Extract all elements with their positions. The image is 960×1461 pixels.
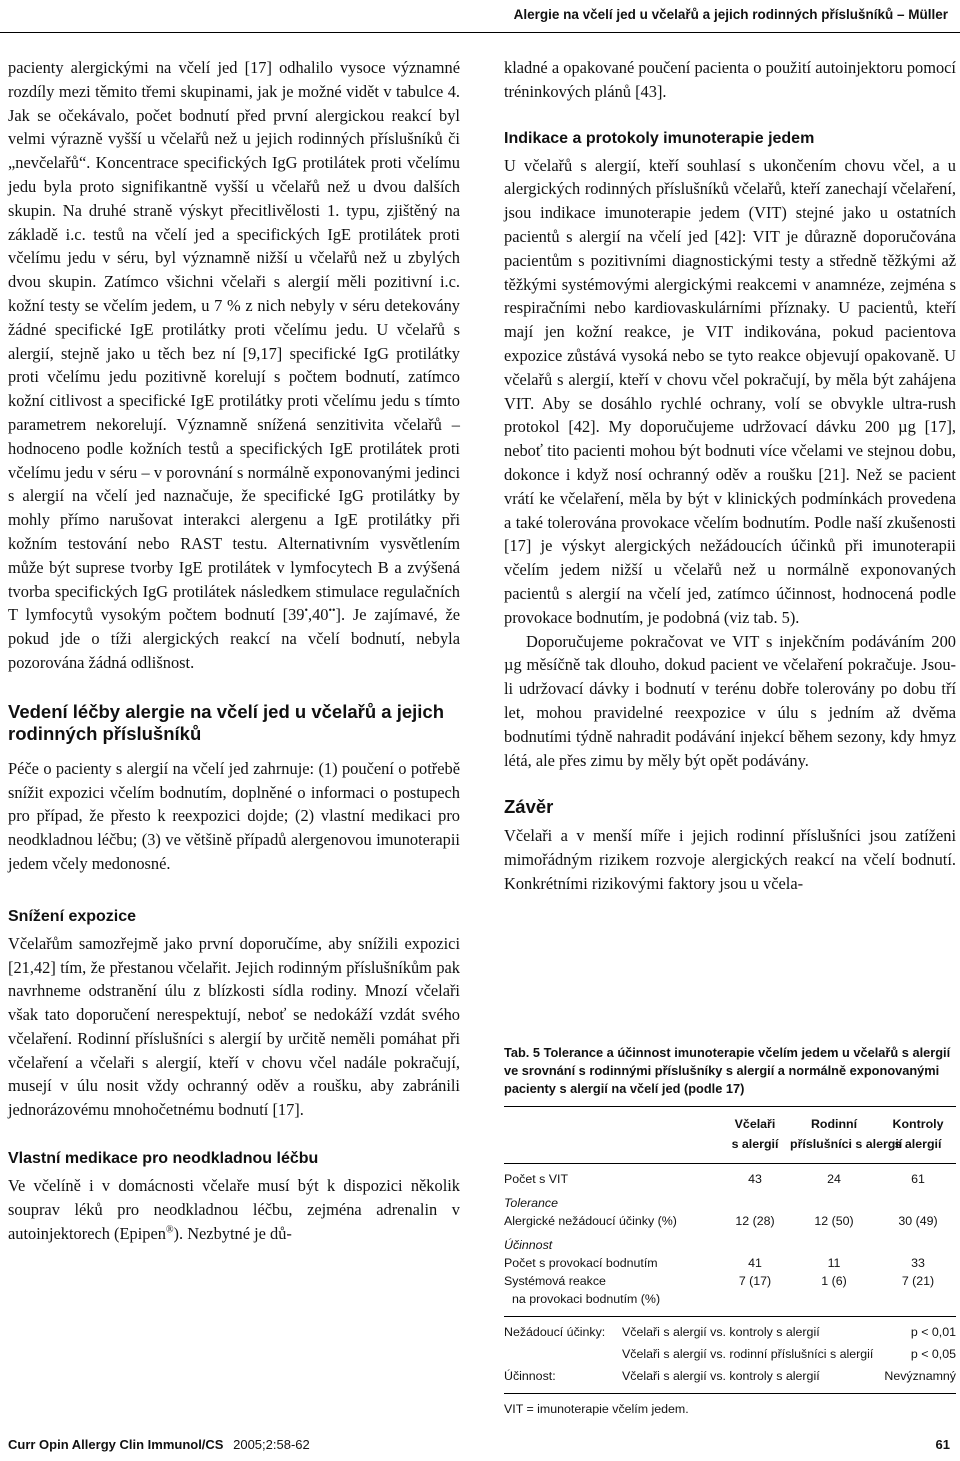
table-group-efficacy: Účinnost — [504, 1238, 553, 1252]
table-cell: Počet s VIT — [504, 1172, 569, 1186]
table-cell: 61 — [911, 1172, 925, 1186]
stats-row — [504, 1325, 956, 1341]
table-row — [504, 1256, 956, 1272]
table-group-tolerance: Tolerance — [504, 1196, 558, 1210]
table-mid-rule — [504, 1316, 956, 1317]
running-title: Alergie na včelí jed u včelařů a jejich rodinných příslušníků – Müller — [513, 7, 948, 22]
right-paragraph-3: Doporučujeme pokračovat ve VIT s injekčním podáváním 200 µg měsíčně tak dlouho, dokud pacient ve včelaření pokračuje. Jsou-li udržovací dávky i bodnutí v terénu dobře tolerovány po dobu tří let, mohou pravidelné reexpozice v úlu s jedním až dvěma bodnutími týdně nahradit podávání injekcí během sezony, kdy hmyz létá, ale přes zimu by měly být opět podávány. — [504, 631, 956, 770]
col-header-controls-1: Kontroly — [892, 1117, 944, 1131]
stats-label: Účinnost: — [504, 1369, 556, 1383]
right-paragraph-2: U včelařů s alergií, kteří souhlasí s ukončením chovu včel, a u alergických rodinných příslušníků včelařů, kteří zanechají včelaření, jsou indikace imunoterapie jedem (VIT) stejné jako u ostatních pacientů s alergií na včelí jed [42]: VIT je důrazně doporučována pacientům s pozitivními diagnostickými testy a středně těžkými až těžkými systémovými alergickými reakcemi v anamnéze, zejména s respiračními nebo kardiovaskulárními příznaky. U pacientů, kteří mají jen kožní reakce, je VIT indikována, pokud pacientova expozice zůstává vysoká nebo se tyto reakce objevují opakovaně. U včelařů s alergií, kteří v chovu včel pokračují, by měla být zahájena VIT. Aby se dosáhlo rychlé ochrany, volí se obvykle ultra-rush protokol [42]. My doporučujeme udržovací dávku 200 µg [17], neboť tito pacienti mohou být bodnuti více včelami ve stejnou dobu, dokonce i když nosí ochranný oděv a roušku [21]. Než se pacient vrátí ke včelaření, měla by být v klinických podmínkách provedena a také tolerována provokace včelím bodnutím. Podle naší zkušenosti [17] je výskyt alergických nežádoucích účinků při imunoterapii včelím jedem nižší u včelařů než u normálně exponovaných pacientů s alergií na včelí jed, zatímco účinnost, hodnocená podle provokace bodnutím, je podobná (viz tab. 5). — [504, 155, 956, 627]
table-cell: 12 (28) — [735, 1214, 775, 1228]
stats-row — [504, 1347, 956, 1363]
citation-marker: • — [304, 605, 308, 617]
table-5 — [504, 1044, 956, 1418]
table-cell: 7 (21) — [901, 1274, 935, 1288]
right-paragraph-1: kladné a opakované poučení pacienta o použití autoinjektoru pomocí tréninkových plánů [43]. — [504, 58, 956, 101]
table-cell: 30 (49) — [898, 1214, 938, 1228]
footer-citation — [8, 1437, 310, 1452]
left-paragraph-1-mid: ,40 — [308, 605, 329, 625]
section-heading-exposure: Snížení expozice — [8, 907, 137, 925]
table-header-row — [504, 1137, 956, 1153]
table-footnote: VIT = imunoterapie včelím jedem. — [504, 1402, 689, 1416]
table-cell: 43 — [748, 1172, 762, 1186]
right-column — [504, 56, 956, 896]
left-paragraph-2: Péče o pacienty s alergií na včelí jed zahrnuje: (1) poučení o potřebě snížit expozici včelím bodnutím, doplněné o informaci o postupech pro případ, že přesto k reexpozici dojde; (2) vlastní medikaci pro neodkladnou léčbu; (3) ve většině případů alergenovou imunoterapii jedem včely medonosné. — [8, 758, 460, 873]
table-cell: Systémová reakce — [504, 1274, 606, 1288]
left-paragraph-3: Včelařům samozřejmě jako první doporučíme, aby snížili expozici [21,42] tím, že přestanou včelařit. Jejich rodinným příslušníkům pak navrhneme odstranění úlu z blízkosti sídla rodiny. Mnozí včelaři však tato doporučení nerespektují, neboť se nedokáží vzdát svého včelaření. Rodinní příslušníci s alergií by určitě neměli pomáhat při včelaření a včelaři s alergií, kteří v chovu včel nadále pokračují, musejí v úlu nosit vždy ochranný oděv a roušku, aby zabránili jednorázovému mnohočetnému bodnutí [17]. — [8, 933, 460, 1120]
stats-pvalue: p < 0,05 — [910, 1347, 956, 1361]
table-cell: 41 — [748, 1256, 762, 1270]
registered-mark: ® — [165, 1224, 174, 1236]
table-cell: Alergické nežádoucí účinky (%) — [504, 1214, 677, 1228]
left-paragraph-4-text: Ve včelíně i v domácnosti včelaře musí být k dispozici několik souprav léků pro neodkladnou léčbu, zejména adrenalin v autoinjektorech (Epipen — [8, 1176, 460, 1243]
running-header — [0, 0, 960, 33]
page-number: 61 — [935, 1437, 950, 1452]
table-caption: Tab. 5 Tolerance a účinnost imunoterapie včelím jedem u včelařů s alergií ve srovnání s rodinnými příslušníky s alergií a normálně exponovanými pacienty s alergií na včelí jed (podle 17) — [504, 1045, 951, 1096]
col-header-controls-2: s alergií — [894, 1137, 942, 1151]
section-heading-treatment: Vedení léčby alergie na včelí jed u včelařů a jejich rodinných příslušníků — [8, 700, 444, 744]
table-footnote-row — [504, 1402, 956, 1418]
citation-marker: •• — [328, 605, 336, 617]
left-paragraph-4-end: ). Nezbytné je dů- — [173, 1223, 292, 1243]
table-cell: 24 — [827, 1172, 841, 1186]
col-header-beekeepers-1: Včelaři — [734, 1117, 776, 1131]
left-column — [8, 56, 460, 1245]
left-paragraph-4 — [8, 1174, 460, 1245]
table-cell: 33 — [911, 1256, 925, 1270]
table-cell: Počet s provokací bodnutím — [504, 1256, 658, 1270]
footer-journal: Curr Opin Allergy Clin Immunol/CS — [8, 1437, 224, 1452]
table-cell: 7 (17) — [738, 1274, 772, 1288]
stats-row — [504, 1369, 956, 1385]
table-cell: na provokaci bodnutím (%) — [512, 1292, 661, 1306]
table-row — [504, 1292, 956, 1308]
stats-pvalue: p < 0,01 — [910, 1325, 956, 1339]
stats-comparison: Včelaři s alergií vs. kontroly s alergií — [622, 1369, 820, 1383]
left-paragraph-1-text: pacienty alergickými na včelí jed [17] odhalilo vysoce významné rozdíly mezi těmito třemi skupinami, jak je možné vidět v tabulce 4. Jak se očekávalo, počet bodnutí před první alergickou reakcí byl velmi výrazně vyšší u včelařů než u jejich rodinných příslušníků či „nevčelařů“. Koncentrace specifických IgG protilátek proti včelímu jedu byla proto signifikantně vyšší u včelařů než u dvou dalších skupin. Na druhé straně výskyt přecitlivělosti 1. typu, zjištěný na základě i.c. testů na včelí jed a specifických IgE protilátek proti včelímu jedu v séru, byl významně nižší u včelařů než u zbylých dvou skupin. Zatímco všichni včelaři s alergií měli pozitivní i.c. kožní testy se včelím jedem, u 7 % z nich nebyly v séru detekovány žádné specifické IgE protilátky proti včelímu jedu. U včelařů s alergií, stejně jako u těch bez ní [9,17] specifické IgG protilátky proti včelímu jedu pozitivně korelují s počtem bodnutí, zatímco kožní citlivost a specifické IgE protilátky proti včelímu jedu s tímto parametrem nekorelují. Významně snížená senzitivita včelařů – hodnoceno podle kožních testů a specifických IgE protilátek proti včelímu jedu v séru – v porovnání s normálně exponovanými jedinci s alergií na včelí jed naznačuje, že specifické IgG protilátky by mohly přímo narušovat interakci alergenu a IgE protilátky při kožním testování nebo RAST testu. Alternativním vysvětlením může být suprese tvorby IgE protilátek v lymfocytech B a zvýšená tvorba specifických IgG protilátek následkem stimulace regulačních T lymfocytů vysokým počtem bodnutí [39 — [8, 58, 460, 625]
table-cell: 1 (6) — [821, 1274, 847, 1288]
table-cell: 11 — [827, 1256, 841, 1270]
left-paragraph-1 — [8, 56, 460, 675]
table-header-rule — [504, 1163, 956, 1164]
table-bottom-rule — [504, 1393, 956, 1394]
table-row — [504, 1214, 956, 1230]
table-top-rule — [504, 1106, 956, 1107]
table-group-label — [504, 1238, 956, 1254]
stats-pvalue: Nevýznamný — [884, 1369, 956, 1383]
table-group-label — [504, 1196, 956, 1212]
section-heading-indications: Indikace a protokoly imunoterapie jedem — [504, 129, 815, 147]
table-header-row — [504, 1117, 956, 1133]
table-row — [504, 1172, 956, 1188]
stats-label: Nežádoucí účinky: — [504, 1325, 606, 1339]
stats-comparison: Včelaři s alergií vs. kontroly s alergií — [622, 1325, 820, 1339]
right-paragraph-4: Včelaři a v menší míře i jejich rodinní příslušníci jsou zatíženi mimořádným rizikem rozvoje alergických reakcí na včelí bodnutí. Konkrétními rizikovými faktory jsou u včela- — [504, 826, 956, 893]
col-header-family-2: příslušníci s alergií — [790, 1137, 903, 1151]
table-cell: 12 (50) — [814, 1214, 854, 1228]
left-paragraph-1-end: ]. Je zajímavé, že pokud jde o tíži alergických reakcí na včelí bodnutí, nebyla pozorována žádná odlišnost. — [8, 605, 460, 672]
section-heading-medication: Vlastní medikace pro neodkladnou léčbu — [8, 1150, 319, 1168]
footer-volume: 2005;2:58-62 — [233, 1437, 310, 1452]
stats-comparison: Včelaři s alergií vs. rodinní příslušníci s alergií — [622, 1347, 874, 1361]
col-header-family-1: Rodinní — [810, 1117, 858, 1131]
col-header-beekeepers-2: s alergií — [731, 1137, 779, 1151]
table-row — [504, 1274, 956, 1290]
section-heading-conclusion: Závěr — [504, 796, 554, 818]
